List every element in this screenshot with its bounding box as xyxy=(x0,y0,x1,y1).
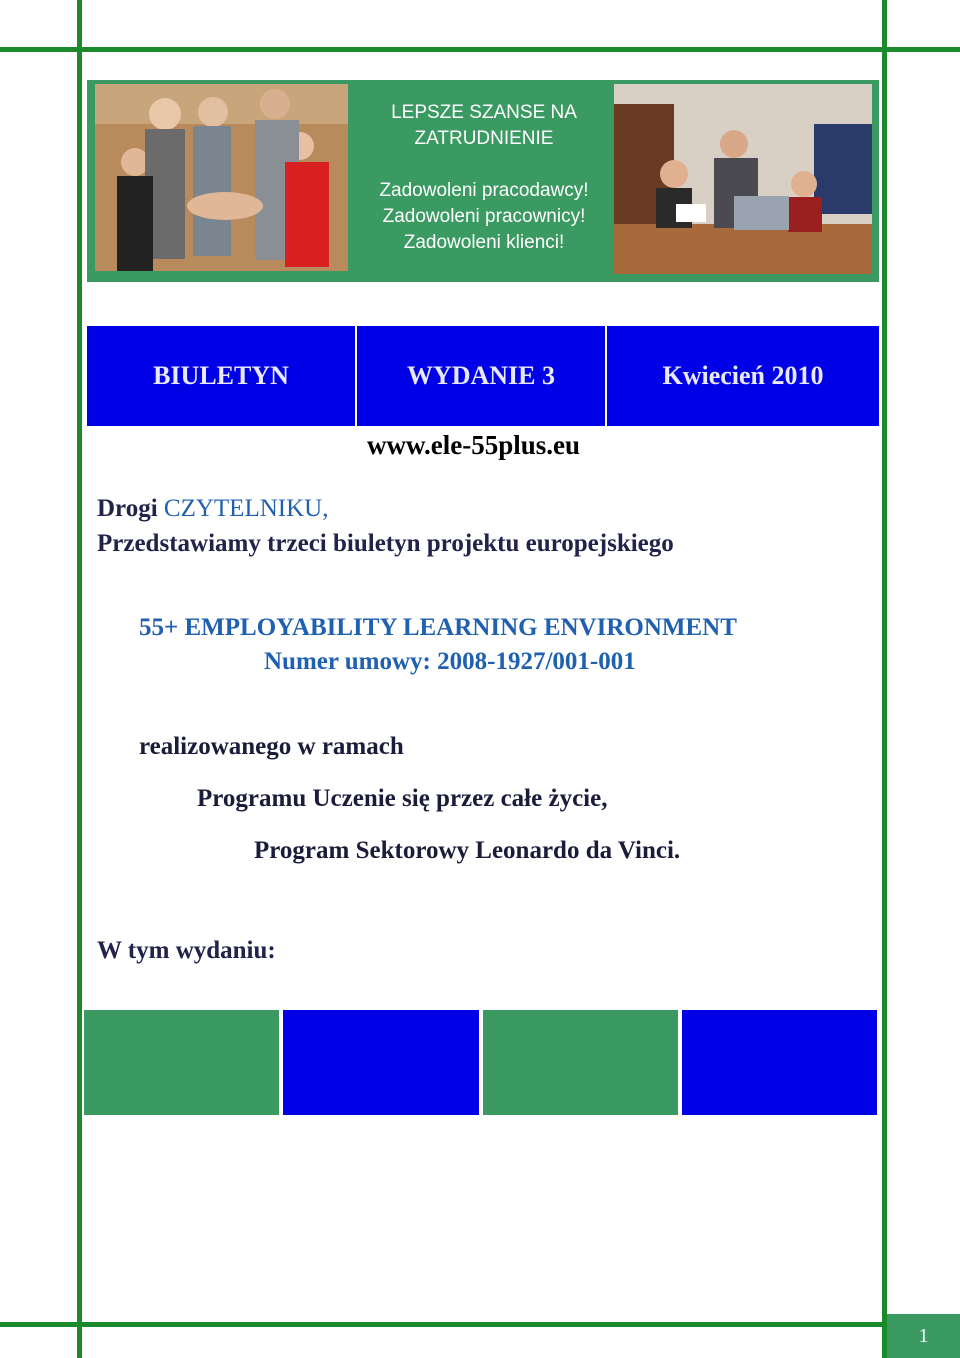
framework-line-3: Program Sektorowy Leonardo da Vinci. xyxy=(254,837,681,864)
slogan-line-employers: Zadowoleni pracodawcy! xyxy=(379,180,589,201)
frame-bottom-line xyxy=(0,1322,887,1327)
intro-text: Przedstawiamy trzeci biuletyn projektu europejskiego xyxy=(97,530,674,557)
frame-top-line xyxy=(0,47,960,52)
in-this-issue-heading: W tym wydaniu: xyxy=(97,937,276,964)
slogan-block xyxy=(358,100,610,265)
slogan-heading: LEPSZE SZANSE NA ZATRUDNIENIE xyxy=(391,102,577,149)
greeting-name: CZYTELNIKU, xyxy=(163,495,329,522)
contract-number: Numer umowy: 2008-1927/001-001 xyxy=(264,648,636,675)
slogan-line-employees: Zadowoleni pracownicy! xyxy=(382,206,586,227)
issue-date: Kwiecień 2010 xyxy=(607,326,879,426)
bulletin-title-bar xyxy=(87,326,879,426)
frame-left-line xyxy=(77,0,82,1358)
slogan-line-clients: Zadowoleni klienci! xyxy=(403,232,565,253)
project-title: 55+ EMPLOYABILITY LEARNING ENVIRONMENT xyxy=(139,614,737,641)
framework-line-1: realizowanego w ramach xyxy=(139,733,404,760)
contents-box-2 xyxy=(283,1010,478,1115)
contents-box-3 xyxy=(483,1010,678,1115)
team-photo xyxy=(95,84,348,271)
edition-label: WYDANIE 3 xyxy=(357,326,607,426)
contents-box-1 xyxy=(84,1010,279,1115)
greeting-prefix: Drogi xyxy=(97,495,158,522)
bulletin-label: BIULETYN xyxy=(87,326,357,426)
greeting xyxy=(97,495,328,523)
framework-line-2: Programu Uczenie się przez całe życie, xyxy=(197,785,608,812)
page-number: 1 xyxy=(887,1314,960,1358)
frame-right-line xyxy=(882,0,887,1358)
contents-boxes xyxy=(84,1010,877,1115)
contents-box-4 xyxy=(682,1010,877,1115)
website-link[interactable]: www.ele-55plus.eu xyxy=(367,430,581,460)
office-photo xyxy=(614,84,872,274)
